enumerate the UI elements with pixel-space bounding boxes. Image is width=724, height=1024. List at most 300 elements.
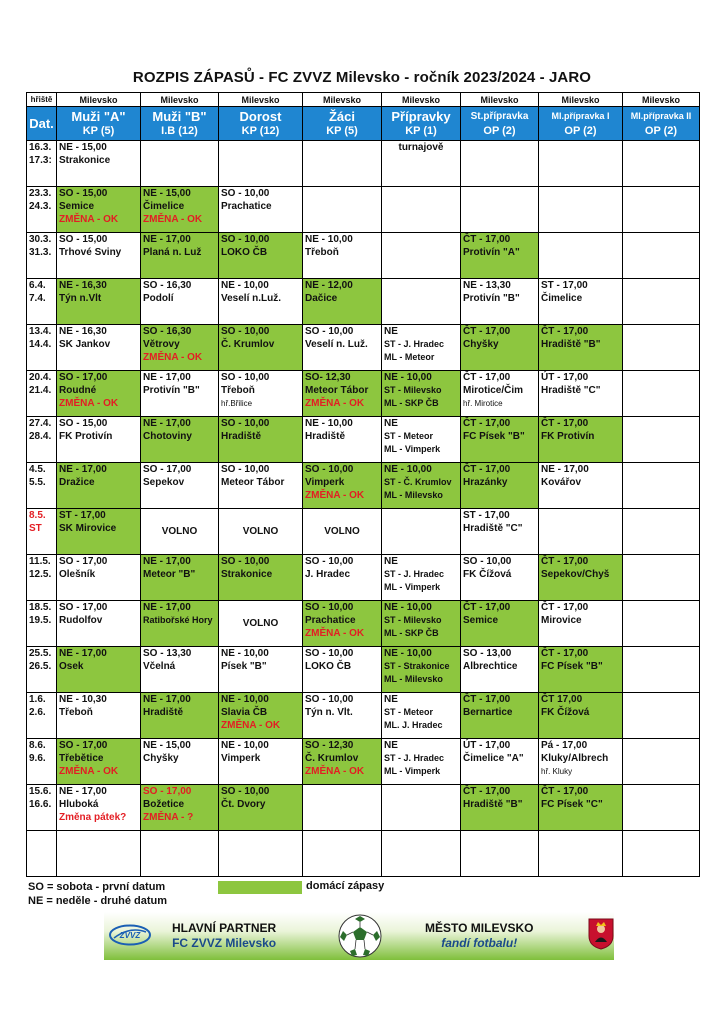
match-row [27,279,700,325]
date-cell [27,601,57,647]
date-line: 8.6. [29,740,46,751]
match-line: SO - 13,30 [143,648,192,659]
match-line: SO - 17,00 [59,556,108,567]
column-competition: KP (1) [405,125,437,137]
match-row [27,141,700,187]
venue-note: hř.Břilice [221,399,253,408]
match-line: NE - 10,00 [221,740,269,751]
change-note: ZMĚNA - OK [143,352,203,363]
match-line: ML - Vimperk [384,582,441,592]
venue-note: hř. Kluky [541,767,573,776]
match-line: SO - 10,00 [305,602,354,613]
venue-note: hř. Mirotice [463,399,503,408]
match-line: SO - 17,00 [143,464,192,475]
match-line: Ratibořské Hory [143,615,213,625]
date-cell [27,739,57,785]
match-line: VOLNO [161,526,198,537]
match-line: Meteor Tábor [305,385,369,396]
match-cell [623,785,700,831]
date-line: 6.4. [29,280,46,291]
match-line: NE - 12,00 [305,280,353,291]
match-cell [461,647,539,693]
legend-ne: NE = neděle - druhé datum [28,895,168,907]
match-line: Meteor "B" [143,569,196,580]
match-cell [57,233,141,279]
match-cell [623,693,700,739]
match-cell [539,739,623,785]
match-line: NE - 17,00 [59,786,107,797]
match-cell [141,693,219,739]
column-competition: OP (2) [483,125,516,137]
match-line: NE - 10,00 [221,694,269,705]
match-row [27,417,700,463]
match-line: Čimelice [143,201,185,212]
zvvz-logo-text: ZVVZ [119,931,141,940]
match-cell [141,187,219,233]
match-line: Chyšky [463,339,499,350]
match-line: Třeboň [59,707,93,718]
match-line: SO - 13,00 [463,648,512,659]
date-line: 9.6. [29,753,46,764]
match-cell [141,831,219,877]
column-header [303,107,382,141]
match-cell [57,831,141,877]
match-line: SO - 10,00 [221,326,270,337]
match-line: ST - Strakonice [384,661,450,671]
city-text [425,921,533,951]
match-line: NE - 10,00 [221,280,269,291]
match-line: turnajově [398,142,444,153]
match-line: NE - 10,30 [59,694,107,705]
column-name: St.přípravka [470,111,529,122]
venue-cell: Milevsko [219,93,303,107]
match-cell [623,509,700,555]
date-header [27,107,57,141]
match-cell [219,647,303,693]
date-line: 20.4. [29,372,52,383]
match-cell [461,739,539,785]
column-header [539,107,623,141]
venue-cell: Milevsko [623,93,700,107]
match-cell [57,463,141,509]
match-cell [382,601,461,647]
column-header [219,107,303,141]
column-competition: KP (12) [241,125,280,137]
date-line: 23.3. [29,188,52,199]
match-cell [623,555,700,601]
match-cell [539,555,623,601]
column-competition: OP (2) [644,125,678,137]
match-line: FC Písek "C" [541,799,603,810]
match-line: NE - 15,00 [143,740,191,751]
match-cell [382,647,461,693]
match-line: ML - Vimperk [384,444,441,454]
venue-label: hřiště [27,93,57,107]
change-note: ZMĚNA - OK [59,214,119,225]
match-line: Protivín "A" [463,247,520,258]
match-line: SO - 15,00 [59,234,108,245]
venue-row [27,93,700,107]
match-cell [539,509,623,555]
match-cell [141,325,219,371]
match-line: ST - 17,00 [463,510,510,521]
match-cell [539,785,623,831]
match-cell [141,279,219,325]
date-line: 17.3: [29,155,52,166]
date-line: 31.3. [29,247,52,258]
match-line: Vimperk [305,477,345,488]
match-row [27,785,700,831]
match-line: ČT - 17,00 [541,326,589,337]
change-note: ZMĚNA - OK [305,628,365,639]
match-cell [461,463,539,509]
date-line: 26.5. [29,661,52,672]
match-line: Veselí n.Luž. [221,293,282,304]
column-name: Muži "B" [152,109,207,124]
date-header-label: Dat. [29,116,54,131]
match-cell [57,693,141,739]
match-line: ČT - 17,00 [541,418,589,429]
match-cell [623,279,700,325]
match-line: SO - 10,00 [305,556,354,567]
match-cell [623,371,700,417]
column-competition: OP (2) [564,125,597,137]
match-cell [219,601,303,647]
match-line: Rudolfov [59,615,103,626]
match-cell [539,325,623,371]
match-line: Č. Krumlov [305,753,359,764]
date-line: 1.6. [29,694,46,705]
match-cell [382,417,461,463]
date-line: 14.4. [29,339,52,350]
match-line: Olešník [59,569,96,580]
date-cell [27,647,57,693]
venue-cell: Milevsko [461,93,539,107]
match-line: SO - 17,00 [59,740,108,751]
change-note: ZMĚNA - OK [221,720,281,731]
column-competition: KP (5) [82,125,115,137]
match-line: FK Protivín [541,431,595,442]
match-line: Protivín "B" [143,385,200,396]
city-line1: MĚSTO MILEVSKO [425,921,534,935]
match-line: Podolí [143,293,174,304]
match-line: J. Hradec [305,569,351,580]
match-line: NE - 10,00 [305,234,353,245]
match-line: FK Čížová [463,569,512,580]
match-line: NE - 13,30 [463,280,511,291]
match-cell [539,279,623,325]
match-cell [461,693,539,739]
match-line: ČT - 17,00 [541,556,589,567]
match-line: NE - 16,30 [59,280,107,291]
match-line: Slavia ČB [221,707,268,718]
match-cell [382,279,461,325]
match-line: SO - 10,00 [463,556,512,567]
match-row [27,187,700,233]
match-line: SO - 10,00 [221,188,270,199]
match-line: Osek [59,661,84,672]
match-line: ML - Meteor [384,352,435,362]
page-title: ROZPIS ZÁPASŮ - FC ZVVZ Milevsko - ročník 2023/2024 - JARO [132,69,592,86]
match-line: ČT - 17,00 [541,602,589,613]
match-line: NE - 10,00 [384,464,432,475]
match-cell [141,601,219,647]
match-cell [623,233,700,279]
match-cell [219,141,303,187]
match-line: NE - 17,00 [59,648,107,659]
match-line: ST - J. Hradec [384,753,445,763]
match-line: SO - 16,30 [143,326,192,337]
match-line: NE - 10,00 [221,648,269,659]
match-line: Sepekov [143,477,185,488]
match-line: Větrovy [143,339,180,350]
match-line: NE - 17,00 [143,234,191,245]
date-line: 25.5. [29,648,52,659]
match-line: Mirovice [541,615,582,626]
date-cell [27,187,57,233]
match-line: FC Písek "B" [463,431,525,442]
match-line: ČT - 17,00 [463,326,511,337]
match-line: ČT - 17,00 [463,786,511,797]
date-cell [27,509,57,555]
match-cell [57,187,141,233]
match-line: NE - 15,00 [143,188,191,199]
match-line: FK Čížová [541,707,590,718]
match-cell [382,187,461,233]
date-line: 5.5. [29,477,46,488]
match-cell [539,141,623,187]
match-line: ST - Meteor [384,707,434,717]
venue-cell: Milevsko [57,93,141,107]
match-line: SO - 10,00 [221,234,270,245]
match-cell [539,601,623,647]
match-line: NE - 10,00 [305,418,353,429]
match-cell [219,509,303,555]
schedule-table [26,92,700,877]
match-line: NE - 17,00 [143,602,191,613]
column-name: Ml.přípravka I [551,111,610,121]
match-cell [303,647,382,693]
date-line: 16.6. [29,799,52,810]
match-cell [219,279,303,325]
legend-home: domácí zápasy [306,880,385,892]
match-line: Bernartice [463,707,513,718]
match-line: ČT - 17,00 [463,602,511,613]
match-cell [623,831,700,877]
date-line: 2.6. [29,707,46,718]
match-line: SO - 10,00 [305,694,354,705]
match-cell [57,417,141,463]
match-cell [539,693,623,739]
match-line: Třebětice [59,753,104,764]
match-cell [382,831,461,877]
match-cell [57,141,141,187]
match-cell [303,187,382,233]
match-line: VOLNO [242,526,279,537]
match-cell [141,417,219,463]
match-line: SO - 10,00 [221,418,270,429]
match-line: Č. Krumlov [221,339,275,350]
partner-text [172,921,276,951]
match-line: SO - 10,00 [305,326,354,337]
match-cell [461,141,539,187]
match-line: SO - 16,30 [143,280,192,291]
match-line: FK Protivín [59,431,113,442]
match-line: NE - 17,00 [143,694,191,705]
date-cell [27,233,57,279]
date-cell [27,555,57,601]
match-cell [57,785,141,831]
match-line: NE - 17,00 [143,418,191,429]
match-cell [57,601,141,647]
match-line: ČT - 17,00 [463,418,511,429]
match-cell [623,417,700,463]
match-line: Meteor Tábor [221,477,285,488]
match-cell [219,693,303,739]
match-cell [219,417,303,463]
venue-cell: Milevsko [382,93,461,107]
match-line: ČT - 17,00 [463,234,511,245]
match-cell [303,831,382,877]
match-row [27,647,700,693]
date-cell [27,141,57,187]
match-line: SO - 15,00 [59,418,108,429]
date-line: 30.3. [29,234,52,245]
match-cell [219,555,303,601]
match-cell [57,647,141,693]
date-line: 27.4. [29,418,52,429]
match-cell [303,555,382,601]
match-line: ML - Milevsko [384,674,443,684]
match-line: NE - 10,00 [384,648,432,659]
date-cell [27,371,57,417]
match-line: ČT - 17,00 [463,372,511,383]
match-cell [141,463,219,509]
match-row [27,555,700,601]
date-line: 18.5. [29,602,52,613]
match-cell [303,325,382,371]
match-cell [303,509,382,555]
match-line: Hradiště "B" [541,339,601,350]
match-cell [303,739,382,785]
date-line: 13.4. [29,326,52,337]
match-line: Vimperk [221,753,261,764]
match-cell [461,601,539,647]
match-cell [219,233,303,279]
match-cell [461,555,539,601]
venue-cell: Milevsko [303,93,382,107]
match-line: Kovářov [541,477,582,488]
match-line: NE - 17,00 [143,556,191,567]
match-line: Chyšky [143,753,179,764]
match-line: Veselí n. Luž. [305,339,368,350]
match-cell [539,647,623,693]
match-line: Dačice [305,293,338,304]
match-line: SO - 17,00 [59,602,108,613]
match-line: Hradiště "C" [463,523,523,534]
match-cell [57,509,141,555]
match-line: ML - SKP ČB [384,628,439,638]
match-line: LOKO ČB [305,661,352,672]
match-line: NE [384,418,398,429]
match-row [27,509,700,555]
soccer-ball-icon [335,913,385,959]
change-note: ZMĚNA - OK [143,214,203,225]
column-name: Dorost [239,109,282,124]
match-cell [623,739,700,785]
match-line: SK Jankov [59,339,111,350]
date-line: 12.5. [29,569,52,580]
match-line: Roudné [59,385,97,396]
date-line: 24.3. [29,201,52,212]
match-line: Sepekov/Chyš [541,569,610,580]
column-header [382,107,461,141]
match-line: ČT - 17,00 [463,464,511,475]
match-cell [623,601,700,647]
zvvz-logo [108,924,152,946]
match-cell [303,693,382,739]
match-line: Třeboň [221,385,255,396]
match-cell [219,785,303,831]
column-competition: KP (5) [326,125,358,137]
date-cell [27,785,57,831]
match-line: Mirotice/Čim [463,385,524,396]
match-cell [623,647,700,693]
match-line: ÚT - 17,00 [541,372,589,383]
match-cell [141,371,219,417]
match-cell [141,785,219,831]
date-line: 8.5. [29,510,46,521]
match-line: NE - 16,30 [59,326,107,337]
match-line: ST - Meteor [384,431,434,441]
match-line: NE - 17,00 [59,464,107,475]
match-cell [219,831,303,877]
match-cell [382,463,461,509]
match-line: FC Písek "B" [541,661,603,672]
partner-line2: FC ZVVZ Milevsko [172,936,277,950]
legend [28,880,167,908]
column-header [623,107,700,141]
match-line: Dražice [59,477,95,488]
match-cell [219,739,303,785]
match-line: Hradiště "C" [541,385,601,396]
match-line: ST - J. Hradec [384,569,445,579]
match-line: Prachatice [305,615,356,626]
match-cell [382,141,461,187]
column-name: Ml.přípravka II [630,111,692,121]
match-cell [461,371,539,417]
date-line: 7.4. [29,293,46,304]
match-cell [382,233,461,279]
match-line: Hradiště [305,431,346,442]
match-cell [219,371,303,417]
column-header [141,107,219,141]
match-cell [57,555,141,601]
match-line: ST - 17,00 [541,280,588,291]
match-cell [382,371,461,417]
match-line: NE [384,740,398,751]
date-line: 11.5. [29,556,51,567]
match-row [27,463,700,509]
date-line: 16.3. [29,142,52,153]
city-line2: fandí fotbalu! [441,936,518,950]
match-cell [461,831,539,877]
match-line: Planá n. Luž [143,247,202,258]
match-line: ML - SKP ČB [384,398,439,408]
match-cell [219,325,303,371]
match-line: Týn n.Vlt [59,293,102,304]
change-note: Změna pátek? [59,812,127,823]
